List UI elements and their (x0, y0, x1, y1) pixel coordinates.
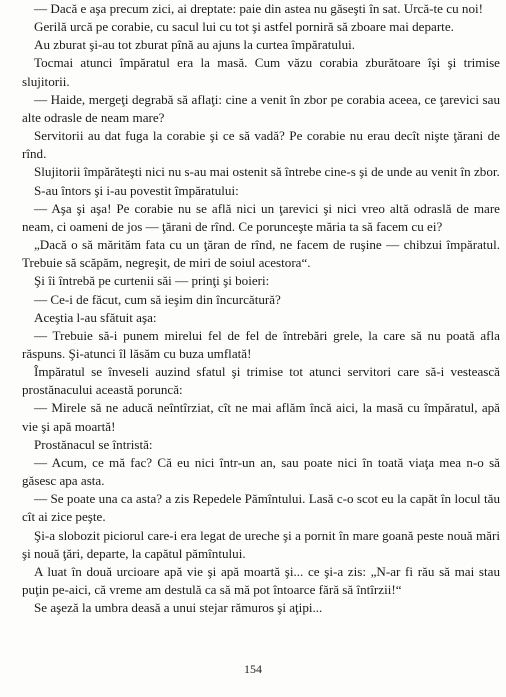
paragraph-13: Aceştia l-au sfătuit aşa: (34, 309, 157, 325)
paragraph-15: Împăratul se înveseli auzind sfatul şi trimise tot atunci servitori care să-i vestească prostănacului această poruncă: (22, 364, 500, 398)
paragraph-14: — Trebuie să-i punem mirelui fel de fel de întrebări grele, la care să nu poată afla răspuns. Şi-atunci îl lăsăm cu buza umflată! (22, 327, 500, 361)
paragraph-11: Şi îi întrebă pe curtenii săi — prinţi şi boieri: (34, 273, 270, 289)
paragraph-2: Gerilă urcă pe corabie, cu sacul lui cu tot şi astfel porniră să zboare mai departe. (34, 19, 454, 35)
paragraph-5: — Haide, mergeţi degrabă să aflaţi: cine a venit în zbor pe corabia aceea, ce ţarevici sau alte odrasle de neam mare? (22, 91, 500, 125)
paragraph-22: Se aşeză la umbra deasă a unui stejar rămuros şi aţipi... (34, 600, 323, 616)
paragraph-4: Tocmai atunci împăratul era la masă. Cum văzu corabia zburătoare îşi şi trimise slujitorii. (22, 55, 500, 89)
paragraph-10: „Dacă o să mărităm fata cu un ţăran de rînd, ne facem de ruşine — chibzui împăratul. Trebuie să scăpăm, negreşit, de miri de soiul acestora“. (22, 237, 500, 271)
paragraph-3: Au zburat şi-au tot zburat pînă au ajuns la curtea împăratului. (34, 37, 356, 53)
paragraph-8: S-au întors şi i-au povestit împăratului: (34, 182, 239, 198)
paragraph-6: Servitorii au dat fuga la corabie şi ce să vadă? Pe corabie nu erau decît nişte ţărani de rînd. (22, 128, 500, 162)
page-number: 154 (244, 662, 262, 676)
paragraph-9: — Aşa şi aşa! Pe corabie nu se află nici un ţarevici şi nici vreo altă odraslă de mare neam, ci oameni de jos — ţărani de rînd. Ce porunceşte măria ta să facem cu ei? (22, 200, 500, 234)
paragraph-1: — Dacă e aşa precum zici, ai dreptate: paie din astea nu găseşti în sat. Urcă-te cu noi! (34, 1, 483, 16)
paragraph-16: — Mirele să ne aducă neîntîrziat, cît ne mai aflăm încă aici, la masă cu împăratul, apă vie şi apă moartă! (22, 400, 500, 434)
paragraph-20: Şi-a slobozit piciorul care-i era legat de ureche şi a pornit în mare goană peste nouă mări şi nouă ţări, departe, la capătul pămîntului. (22, 527, 500, 561)
paragraph-7: Slujitorii împărăteşti nici nu s-au mai ostenit să întrebe cine-s şi de unde au venit în zbor. (34, 164, 500, 180)
paragraph-17: Prostănacul se întristă: (34, 436, 153, 452)
paragraph-19: — Se poate una ca asta? a zis Repedele Pămîntului. Lasă c-o scot eu la capăt în locul tău cît ai zice peşte. (22, 491, 500, 525)
paragraph-21: A luat în două urcioare apă vie şi apă moartă şi... ce şi-a zis: „N-ar fi rău să mai stau puţin pe-aici, că vreme am destulă ca să mă pot întoarce fără să întîrzii!“ (22, 563, 500, 597)
paragraph-12: — Ce-i de făcut, cum să ieşim din încurcătură? (34, 291, 281, 307)
paragraph-18: — Acum, ce mă fac? Că eu nici într-un an, sau poate nici în toată viaţa mea n-o să găsesc apa asta. (22, 454, 500, 489)
body-text (22, 0, 500, 617)
